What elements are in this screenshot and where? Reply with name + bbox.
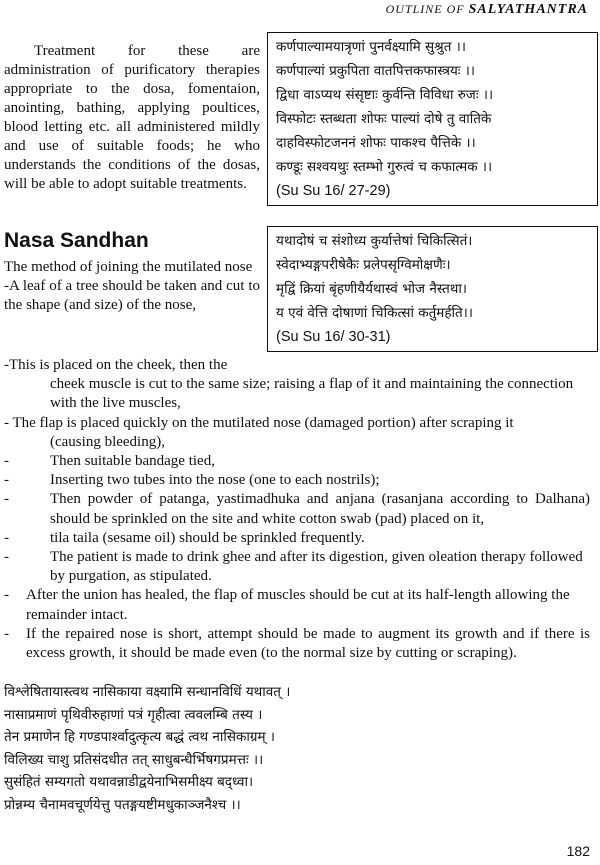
verse-box-2 xyxy=(267,226,598,352)
steps-list xyxy=(4,356,590,663)
list-item xyxy=(4,452,590,471)
sanskrit-line: तेन प्रमाणेन हि गण्डपार्श्वादुत्कृत्य बद्धं त्वथ नासिकाग्रम् । xyxy=(4,729,275,745)
list-dash: - xyxy=(4,472,9,489)
verse-reference: (Su Su 16/ 30-31) xyxy=(276,329,391,345)
list-item-first-line: The flap is placed quickly on the mutilated nose (damaged portion) after scraping it xyxy=(12,414,514,431)
list-item-text: Inserting two tubes into the nose (one to each nostrils); xyxy=(50,472,380,489)
list-item xyxy=(4,625,590,663)
list-dash: - xyxy=(4,453,9,470)
list-item xyxy=(4,414,590,452)
verse-line: विस्फोटः स्तब्धता शोफः पाल्यां दोषे तु वातिके xyxy=(276,111,492,127)
list-item-text: If the repaired nose is short, attempt should be made to augment its growth and if there is excess growth, it should be made even (to the normal size by cutting or scraping). xyxy=(26,625,590,662)
list-dash: - xyxy=(4,357,9,373)
list-item xyxy=(4,586,590,624)
list-item xyxy=(4,490,590,528)
list-item xyxy=(4,356,590,414)
treatment-paragraph: Treatment for these are administration of purificatory therapies appropriate to the dosa, fomentaion, anointing, bathing, applying poultices, blood letting etc. all administered mildly and use of suitable foods; he who understands the conditions of the dosas, will be able to adopt suitable treatments. xyxy=(4,43,260,192)
verse-line: कर्णपाल्यां प्रकुपिता वातपित्तकफास्त्रयः ।। xyxy=(276,63,476,79)
list-item-text: (causing bleeding), xyxy=(50,433,165,450)
intro-paragraph: The method of joining the mutilated nose xyxy=(4,259,253,275)
list-dash: - xyxy=(4,414,9,431)
page-number: 182 xyxy=(566,843,590,859)
verse-line: दाहविस्फोटजननं शोफः पाकश्च पैत्तिके ।। xyxy=(276,135,476,151)
list-item-text: cheek muscle is cut to the same size; raising a flap of it and maintaining the connection with the live muscles, xyxy=(50,376,574,412)
verse-line: कर्णपाल्यामयात्रृणां पुनर्वक्ष्यामि सुश्रुत ।। xyxy=(276,39,466,55)
list-item-text: Then suitable bandage tied, xyxy=(50,453,215,470)
verse-line: यथादोषं च संशोध्य कुर्यात्तेषां चिकित्सितं। xyxy=(276,233,473,249)
list-dash: - xyxy=(4,529,9,546)
list-dash: - xyxy=(4,625,9,642)
sanskrit-line: प्रोन्नम्य चैनामवचूर्णयेत्तु पतङ्गयष्टीमधुकाञ्जनैश्च ।। xyxy=(4,796,241,813)
verse-box-1 xyxy=(267,32,598,206)
header-title: SALYATHANTRA xyxy=(468,2,588,17)
section-title: Nasa Sandhan xyxy=(4,229,149,252)
list-item xyxy=(4,548,590,586)
list-item-first-line: This is placed on the cheek, then the xyxy=(9,357,228,373)
intro-paragraph: -A leaf of a tree should be taken and cut to the shape (and size) of the nose, xyxy=(4,278,260,313)
list-item-text: The patient is made to drink ghee and after its digestion, given oleation therapy followed by purgation, as stipulated. xyxy=(50,549,583,585)
list-item-text: tila taila (sesame oil) should be sprinkled frequently. xyxy=(50,529,365,546)
verse-line: मृद्विं क्रियां बृंहणीयैर्यथास्वं भोज नैस्तथा। xyxy=(276,281,468,297)
list-item xyxy=(4,529,590,548)
running-header xyxy=(386,2,588,18)
list-item-text: Then powder of patanga, yastimadhuka and anjana (rasanjana according to Dalhana) should be sprinkled on the site and white cotton swab (pad) placed on it, xyxy=(50,491,590,527)
verse-line: य एवं वेत्ति दोषाणां चिकित्सां कर्तुमर्हति।। xyxy=(276,305,473,321)
verse-reference: (Su Su 16/ 27-29) xyxy=(276,183,391,199)
list-item-text: After the union has healed, the flap of muscles should be cut at its half-length allowing the remainder intact. xyxy=(26,587,570,623)
intro-text xyxy=(4,258,260,315)
sanskrit-line: विलिख्य चाशु प्रतिसंदधीत तत् साधुबन्धैर्भिषगप्रमत्तः ।। xyxy=(4,751,264,768)
list-dash: - xyxy=(4,549,9,566)
verse-line: स्वेदाभ्यङ्गपरीषेकैः प्रलेपसृग्विमोक्षणैः। xyxy=(276,257,451,273)
sanskrit-verses xyxy=(4,681,290,816)
header-prefix: OUTLINE OF xyxy=(385,2,465,16)
sanskrit-line: नासाप्रमाणं पृथिवीरुहाणां पत्रं गृहीत्वा त्ववलम्बि तस्य । xyxy=(4,706,263,723)
list-dash: - xyxy=(4,587,9,604)
list-item xyxy=(4,471,590,490)
verse-line: द्विधा वाऽप्यथ संसृष्टाः कुर्वन्ति विविधा रुजः ।। xyxy=(276,87,494,103)
verse-line: कण्डूः सश्वयथुः स्तम्भो गुरुत्वं च कफात्मक ।। xyxy=(276,159,493,175)
sanskrit-line: विश्लेषितायास्त्वथ नासिकाया वक्ष्यामि सन्धानविधिं यथावत् । xyxy=(4,684,291,700)
list-dash: - xyxy=(4,491,9,508)
sanskrit-line: सुसंहितं सम्यगतो यथावन्नाडीद्वयेनाभिसमीक्ष्य बद्ध्वा। xyxy=(4,774,254,790)
